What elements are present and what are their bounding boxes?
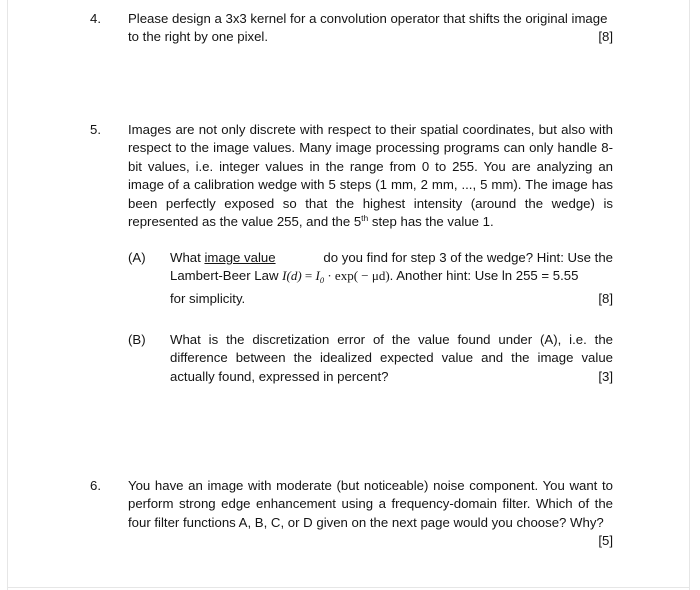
question-text: Images are not only discrete with respect to their spatial coordinates, but also with respect to the image values. Many image processing programs can only handle 8-bit values, i.e. integer values in the range from 0 to 255. You are analyzing an image of a calibration wedge with 5 steps (1 mm, 2 mm, ..., 5 mm). The image has been perfectly exposed so that the highest intensity (around the wedge) is represented as the value 255, and the 5 [128,122,613,230]
marks-label: [3] [598,368,613,384]
question-text: to the right by one pixel. [128,29,269,45]
question-number: 5. [90,122,101,137]
question-text: You have an image with moderate (but noticeable) noise component. You want to perform strong edge enhancement using a frequency-domain filter. Which of the four filter functions A, B, C, or D given on the next page would you choose? Why? [128,478,613,530]
question-body [128,121,613,231]
subquestion-body [170,331,613,386]
subquestion-text: What is the discretization error of the value found under (A), i.e. the difference between the idealized expected value and the image value actually found, expressed in percent? [170,332,613,384]
page-right-edge [689,0,690,590]
page-bottom-edge [7,587,690,588]
subquestion-body [170,249,613,308]
ordinal-suffix: th [361,213,369,224]
question-text-line-2 [128,28,613,46]
lambert-beer-formula: $I(d) = I_0 \cdot \exp( - \mu d)$ [282,268,390,286]
subquestion-label: (B) [128,332,146,347]
subquestion-label: (A) [128,250,146,265]
question-text-line-1: Please design a 3x3 kernel for a convolution operator that shifts the original image [128,11,608,26]
subquestion-line-3: for simplicity. [8] [170,290,613,308]
subquestion-line-2: Lambert-Beer Law $I(d) = I_0 \cdot \exp( - \mu d)$. Another hint: Use ln 255 = 5.55 [170,268,579,286]
question-body [128,477,613,551]
subquestion-line-1: What image value do you find for step 3 of the wedge? Hint: Use the [170,250,613,265]
underlined-term: image value [204,250,276,265]
marks-label: [5] [598,533,613,549]
question-body [128,10,613,47]
page-left-edge [7,0,8,590]
question-number: 6. [90,478,101,493]
marks-label: [8] [598,29,613,45]
question-text-end: step has the value 1. [368,214,494,230]
marks-label: [8] [598,290,613,306]
question-number: 4. [90,11,101,26]
